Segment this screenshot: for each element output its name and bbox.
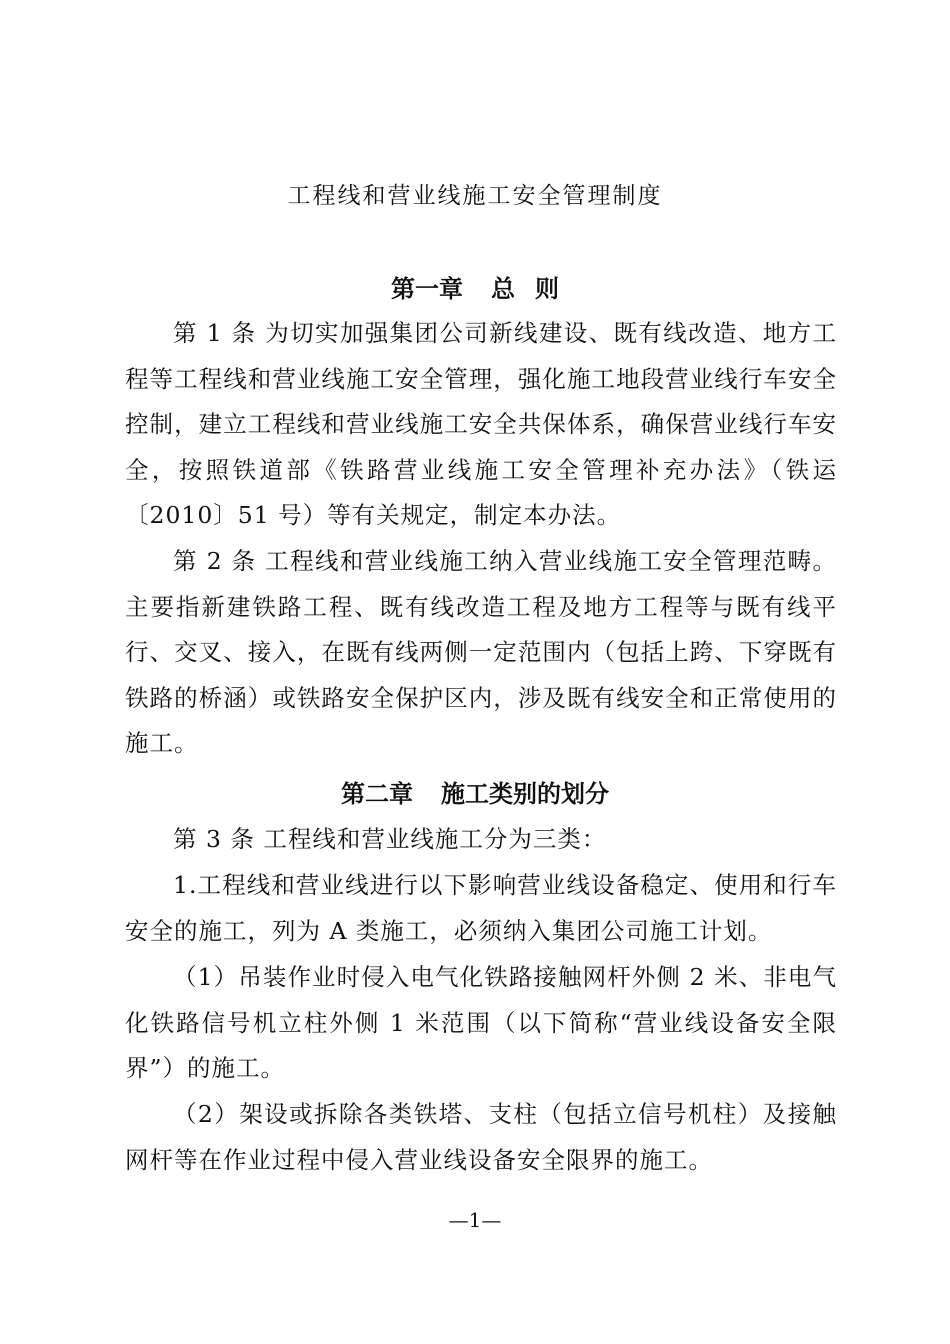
chapter-1-name-part2: 则 xyxy=(535,274,559,303)
item-2-paragraph: （2）架设或拆除各类铁塔、支柱（包括立信号机柱）及接触网杆等在作业过程中侵入营业线设备安全限界的施工。 xyxy=(125,1100,837,1174)
chapter-1-name-part1: 总 xyxy=(491,274,515,303)
item-1-paragraph: （1）吊装作业时侵入电气化铁路接触网杆外侧 2 米、非电气化铁路信号机立柱外侧 1 米范围（以下简称“营业线设备安全限界”）的施工。 xyxy=(125,963,837,1082)
article-1-paragraph: 第 1 条 为切实加强集团公司新线建设、既有线改造、地方工程等工程线和营业线施工安全管理，强化施工地段营业线行车安全控制，建立工程线和营业线施工安全共保体系，确保营业线行车安全，按照铁道部《铁路营业线施工安全管理补充办法》（铁运〔2010〕51 号）等有关规定，制定本办法。 xyxy=(125,319,837,529)
chapter-2-number: 第二章 xyxy=(341,779,413,808)
article-3-paragraph: 第 3 条 工程线和营业线施工分为三类： xyxy=(173,825,607,853)
chapter-2-heading xyxy=(0,776,950,812)
document-title: 工程线和营业线施工安全管理制度 xyxy=(287,183,663,209)
chapter-2-name: 施工类别的划分 xyxy=(441,779,609,808)
chapter-1-number: 第一章 xyxy=(391,274,463,303)
article-2-paragraph: 第 2 条 工程线和营业线施工纳入营业线施工安全管理范畴。主要指新建铁路工程、既有线改造工程及地方工程等与既有线平行、交叉、接入，在既有线两侧一定范围内（包括上跨、下穿既有铁路的桥涵）或铁路安全保护区内，涉及既有线安全和正常使用的施工。 xyxy=(125,547,837,757)
clause-1-paragraph: 1.工程线和营业线进行以下影响营业线设备稳定、使用和行车安全的施工，列为 A 类施工，必须纳入集团公司施工计划。 xyxy=(125,871,837,945)
page-number: —1— xyxy=(448,1208,502,1232)
chapter-1-heading xyxy=(0,271,950,307)
